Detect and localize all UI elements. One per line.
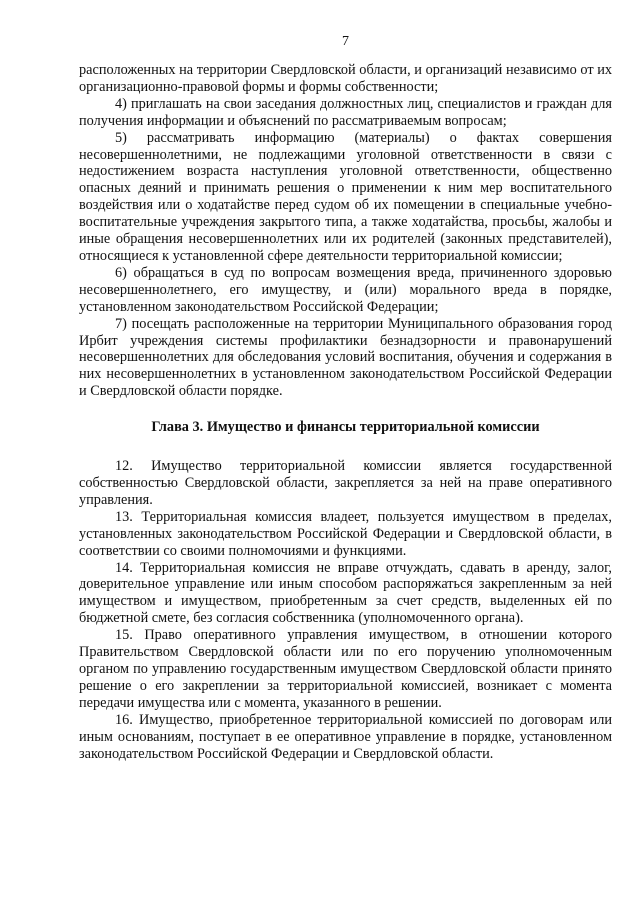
paragraph-item-5: 5) рассматривать информацию (материалы) о фактах совершения несовершеннолетними, не подлежащими уголовной ответственности в связи с недостижением возраста наступления уголовной ответственности, общественно опасных деяний и принимать решения о применении к ним мер воспитательного воздействия или о ходатайстве перед судом об их помещении в специальные учебно-воспитательные учреждения закрытого типа, а также ходатайства, просьбы, жалобы и иные обращения несовершеннолетних или их родителей (законных представителей), относящиеся к установленной сфере деятельности территориальной комиссии; [79, 129, 612, 264]
paragraph-14: 14. Территориальная комиссия не вправе отчуждать, сдавать в аренду, залог, доверительное управление или иным способом распоряжаться закрепленным за ней имуществом и имуществом, приобретенным за счет средств, выделенных ей по бюджетной смете, без согласия собственника (уполномоченного органа). [79, 559, 612, 627]
paragraph-13: 13. Территориальная комиссия владеет, пользуется имуществом в пределах, установленных законодательством Российской Федерации и Свердловской области, в соответствии со своими полномочиями и функциями. [79, 508, 612, 559]
paragraph-item-4: 4) приглашать на свои заседания должностных лиц, специалистов и граждан для получения информации и объяснений по рассматриваемым вопросам; [79, 95, 612, 129]
paragraph-16: 16. Имущество, приобретенное территориальной комиссией по договорам или иным основаниям, поступает в ее оперативное управление в порядке, установленном законодательством Российской Федерации и Свердловской области. [79, 711, 612, 762]
chapter-title: Глава 3. Имущество и финансы территориальной комиссии [151, 419, 540, 436]
paragraph-item-7: 7) посещать расположенные на территории Муниципального образования город Ирбит учреждения системы профилактики безнадзорности и правонарушений несовершеннолетних для обследования условий воспитания, обучения и содержания в них несовершеннолетних в установленном законодательством Российской Федерации и Свердловской области порядке. [79, 315, 612, 400]
page-number: 7 [342, 34, 349, 49]
paragraph-item-6: 6) обращаться в суд по вопросам возмещения вреда, причиненного здоровью несовершеннолетнего, его имуществу, и (или) морального вреда в порядке, установленном законодательством Российской Федерации; [79, 264, 612, 315]
document-page [79, 34, 612, 894]
paragraph-continuation: расположенных на территории Свердловской области, и организаций независимо от их организационно-правовой формы и формы собственности; [79, 62, 612, 95]
paragraph-12: 12. Имущество территориальной комиссии является государственной собственностью Свердловской области, закрепляется за ней на праве оперативного управления. [79, 458, 612, 508]
paragraph-15: 15. Право оперативного управления имуществом, в отношении которого Правительством Свердловской области или по его поручению уполномоченным органом по управлению государственным имуществом Свердловской области принято решение о его закреплении за территориальной комиссией, возникает с момента передачи имущества или с момента, указанного в решении. [79, 627, 612, 711]
